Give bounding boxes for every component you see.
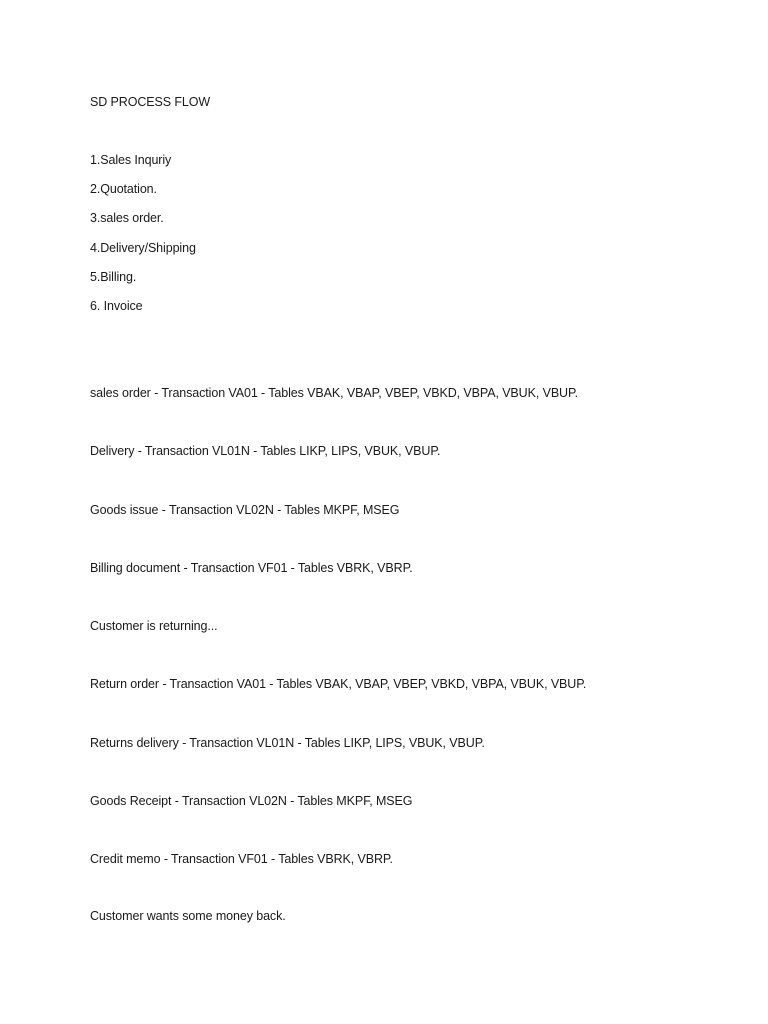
flow-line: Return order - Transaction VA01 - Tables VBAK, VBAP, VBEP, VBKD, VBPA, VBUK, VBUP. <box>90 677 587 691</box>
step-item: 3.sales order. <box>90 211 164 225</box>
flow-line: Goods Receipt - Transaction VL02N - Tables MKPF, MSEG <box>90 794 413 808</box>
step-item: 5.Billing. <box>90 270 137 284</box>
step-item: 2.Quotation. <box>90 182 157 196</box>
flow-line: Credit memo - Transaction VF01 - Tables VBRK, VBRP. <box>90 852 393 866</box>
step-item: 1.Sales Inquriy <box>90 153 172 167</box>
flow-line: sales order - Transaction VA01 - Tables VBAK, VBAP, VBEP, VBKD, VBPA, VBUK, VBUP. <box>90 386 578 400</box>
flow-line: Delivery - Transaction VL01N - Tables LIKP, LIPS, VBUK, VBUP. <box>90 444 441 458</box>
flow-line: Billing document - Transaction VF01 - Tables VBRK, VBRP. <box>90 561 413 575</box>
step-item: 6. Invoice <box>90 299 143 313</box>
document-title: SD PROCESS FLOW <box>90 95 211 109</box>
flow-line: Customer wants some money back. <box>90 909 286 923</box>
flow-line: Returns delivery - Transaction VL01N - Tables LIKP, LIPS, VBUK, VBUP. <box>90 736 485 750</box>
flow-line: Goods issue - Transaction VL02N - Tables MKPF, MSEG <box>90 503 400 517</box>
step-item: 4.Delivery/Shipping <box>90 241 196 255</box>
flow-line: Customer is returning... <box>90 619 218 633</box>
